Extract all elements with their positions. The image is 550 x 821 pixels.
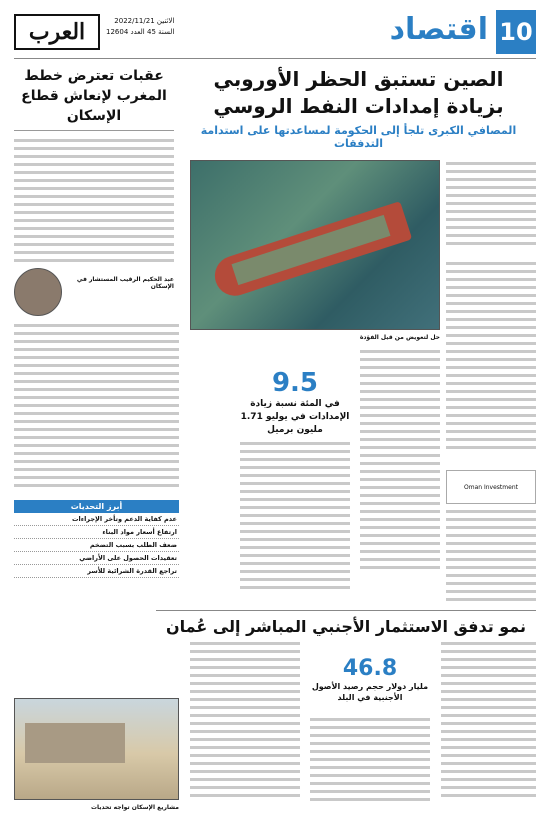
main-body-col-1 <box>446 260 536 452</box>
notes-item: ضعف الطلب بسبب التضخم <box>14 539 179 552</box>
intro-text <box>446 160 536 254</box>
second-body-col-3 <box>190 640 300 800</box>
main-headline-line2: بزيادة إمدادات النفط الروسي <box>213 94 504 118</box>
notes-item: ارتفاع أسعار مواد البناء <box>14 526 179 539</box>
author-name: عبد الحكيم الرقيب المستشار في الإسكان <box>76 276 174 290</box>
main-headline-block <box>181 66 536 150</box>
issue-line: السنة 45 العدد 12604 <box>106 28 175 36</box>
page-number: 10 <box>496 10 536 54</box>
second-headline: نمو تدفق الاستثمار الأجنبي المباشر إلى عُمان <box>156 610 536 636</box>
second-body-col-1 <box>441 640 536 800</box>
side-body <box>14 137 174 265</box>
main-pull-quote <box>240 368 350 437</box>
second-quote-number: 46.8 <box>342 656 398 681</box>
housing-photo-caption: مشاريع الإسكان تواجه تحديات <box>90 804 179 811</box>
second-quote-text: مليار دولار حجم رصيد الأصول الأجنبية في البلد <box>311 682 429 702</box>
notes-box <box>14 500 179 578</box>
main-body-col-4 <box>446 508 536 604</box>
notes-item: تعقيدات الحصول على الأراضي <box>14 552 179 565</box>
section-title: اقتصاد <box>389 12 488 47</box>
side-body-col-2 <box>14 322 179 490</box>
logo: العرب <box>14 14 100 50</box>
second-pull-quote <box>310 656 430 703</box>
notes-title: أبرز التحديات <box>14 500 179 513</box>
notes-item: عدم كفاية الدعم وتأخر الإجراءات <box>14 513 179 526</box>
main-headline-line1: الصين تستبق الحظر الأوروبي <box>213 67 504 91</box>
housing-photo <box>14 698 179 800</box>
date-line: الاثنين 2022/11/21 <box>114 17 175 25</box>
dateline <box>106 16 174 38</box>
side-story <box>14 66 174 265</box>
main-body-col-2 <box>360 348 440 572</box>
masthead <box>14 10 536 54</box>
tanker-photo <box>190 160 440 330</box>
side-headline: عقبات تعترض خطط المغرب لإنعاش قطاع الإسكان <box>14 66 174 131</box>
second-body-col-2 <box>310 716 430 804</box>
main-body-col-3 <box>240 440 350 592</box>
masthead-rule <box>14 58 536 59</box>
main-quote-number: 9.5 <box>271 368 319 398</box>
main-subheadline: المصافي الكبرى تلجأ إلى الحكومة لمساعدتها على استدامة التدفقات <box>200 124 517 150</box>
main-quote-text: في المئة نسبة زيادة الإمدادات في يوليو 1.71 مليون برميل <box>240 399 350 435</box>
building-shape <box>25 723 125 763</box>
photo-caption: حل لتعويض من قيل الفؤدة <box>359 334 440 341</box>
sponsor-box: Oman Investment <box>446 470 536 504</box>
author-photo <box>14 268 62 316</box>
notes-list <box>14 513 179 578</box>
notes-item: تراجع القدرة الشرائية للأسر <box>14 565 179 578</box>
